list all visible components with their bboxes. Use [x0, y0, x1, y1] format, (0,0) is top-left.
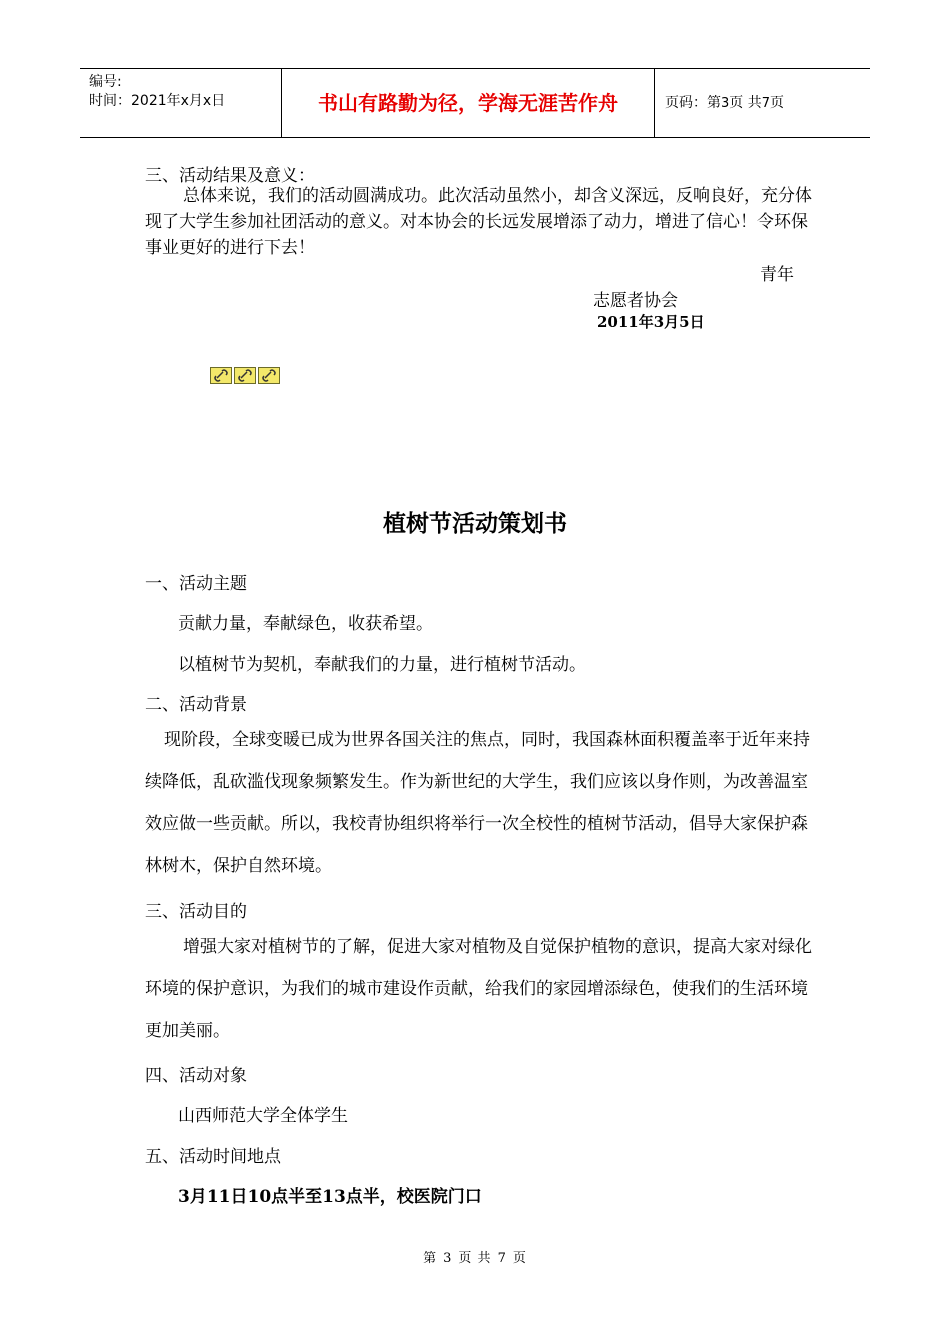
signature-line1: 青年	[760, 265, 794, 285]
s3-paragraph	[145, 926, 813, 1052]
s3-paragraph-text: 增强大家对植树节的了解，促进大家对植物及自觉保护植物的意识，提高大家对绿化环境的保护意识，为我们的城市建设作贡献，给我们的家园增添绿色，使我们的生活环境更加美丽。	[145, 937, 812, 1041]
page-end: 页	[770, 95, 785, 111]
result-heading: 三、活动结果及意义：	[145, 166, 315, 186]
s2-heading: 二、活动背景	[145, 695, 247, 715]
signature-date: 2011年3月5日	[597, 313, 705, 331]
plan-title: 植树节活动策划书	[383, 510, 567, 537]
s1-line1: 贡献力量，奉献绿色，收获希望。	[178, 614, 433, 634]
page-total: 7	[761, 96, 771, 111]
s1-heading: 一、活动主题	[145, 574, 247, 594]
s2-paragraph-text: 现阶段，全球变暖已成为世界各国关注的焦点，同时，我国森林面积覆盖率于近年来持续降低，乱砍滥伐现象频繁发生。作为新世纪的大学生，我们应该以身作则，为改善温室效应做一些贡献。所以，我校青协组织将举行一次全校性的植树节活动，倡导大家保护森林树木，保护自然环境。	[145, 730, 810, 876]
s4-line: 山西师范大学全体学生	[178, 1106, 348, 1126]
page-current: 3	[721, 96, 730, 111]
signature-line2: 志愿者协会	[593, 291, 678, 311]
s4-heading: 四、活动对象	[145, 1066, 247, 1086]
page-label: 页码：第	[665, 95, 721, 111]
footer-total: 7	[497, 1251, 507, 1266]
link-icon[interactable]	[234, 367, 256, 384]
page-header	[80, 68, 870, 138]
page-mid: 页 共	[729, 95, 762, 111]
s1-line2: 以植树节为契机，奉献我们的力量，进行植树节活动。	[178, 655, 586, 675]
footer-suffix: 页	[512, 1251, 527, 1266]
link-icon[interactable]	[258, 367, 280, 384]
s3-heading: 三、活动目的	[145, 902, 247, 922]
link-icons	[210, 367, 282, 384]
result-paragraph	[145, 183, 813, 261]
time-label: 时间：2021年x月x日	[89, 93, 226, 109]
footer-prefix: 第	[423, 1251, 438, 1266]
s2-paragraph	[145, 719, 813, 887]
header-meta-cell	[80, 69, 282, 137]
header-page-info	[655, 69, 870, 137]
s5-heading: 五、活动时间地点	[145, 1147, 281, 1167]
page-footer	[0, 1247, 950, 1266]
number-label: 编号:	[89, 74, 122, 90]
footer-mid: 页 共	[458, 1251, 492, 1266]
s5-line: 3月11日10点半至13点半，校医院门口	[178, 1187, 482, 1207]
link-icon[interactable]	[210, 367, 232, 384]
result-paragraph-text: 总体来说，我们的活动圆满成功。此次活动虽然小，却含义深远，反响良好，充分体现了大学生参加社团活动的意义。对本协会的长远发展增添了动力，增进了信心！令环保事业更好的进行下去！	[145, 186, 812, 258]
footer-current: 3	[443, 1251, 453, 1266]
header-motto: 书山有路勤为径，学海无涯苦作舟	[282, 69, 655, 137]
